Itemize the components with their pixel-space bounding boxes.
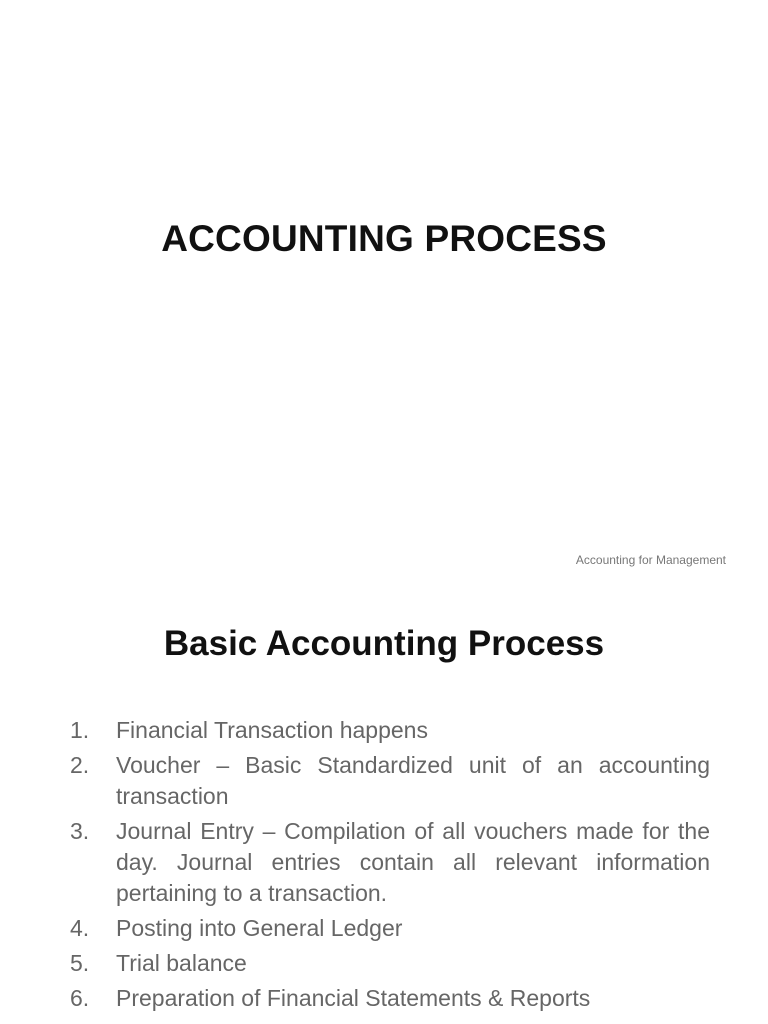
step-text: Voucher – Basic Standardized unit of an accounting transaction <box>116 752 710 809</box>
list-item <box>70 913 710 944</box>
step-number: 4. <box>70 915 90 941</box>
process-steps-list <box>70 715 710 1018</box>
list-item <box>70 948 710 979</box>
step-text: Journal Entry – Compilation of all vouchers made for the day. Journal entries contain all relevant information pertaining to a transaction. <box>116 818 710 906</box>
slide-title: ACCOUNTING PROCESS <box>161 218 607 259</box>
list-item <box>70 983 710 1014</box>
step-number: 1. <box>70 717 90 743</box>
list-item <box>70 750 710 812</box>
step-text: Trial balance <box>116 950 247 976</box>
slide-footer: Accounting for Management <box>575 553 726 567</box>
list-item <box>70 816 710 909</box>
step-text: Financial Transaction happens <box>116 717 428 743</box>
step-number: 2. <box>70 752 90 778</box>
list-item <box>70 715 710 746</box>
step-number: 5. <box>70 950 90 976</box>
step-number: 3. <box>70 818 90 844</box>
step-text: Preparation of Financial Statements & Reports <box>116 985 591 1011</box>
step-number: 6. <box>70 985 90 1011</box>
step-text: Posting into General Ledger <box>116 915 403 941</box>
slide-basic-process <box>0 600 768 1024</box>
slide-heading: Basic Accounting Process <box>163 624 605 663</box>
